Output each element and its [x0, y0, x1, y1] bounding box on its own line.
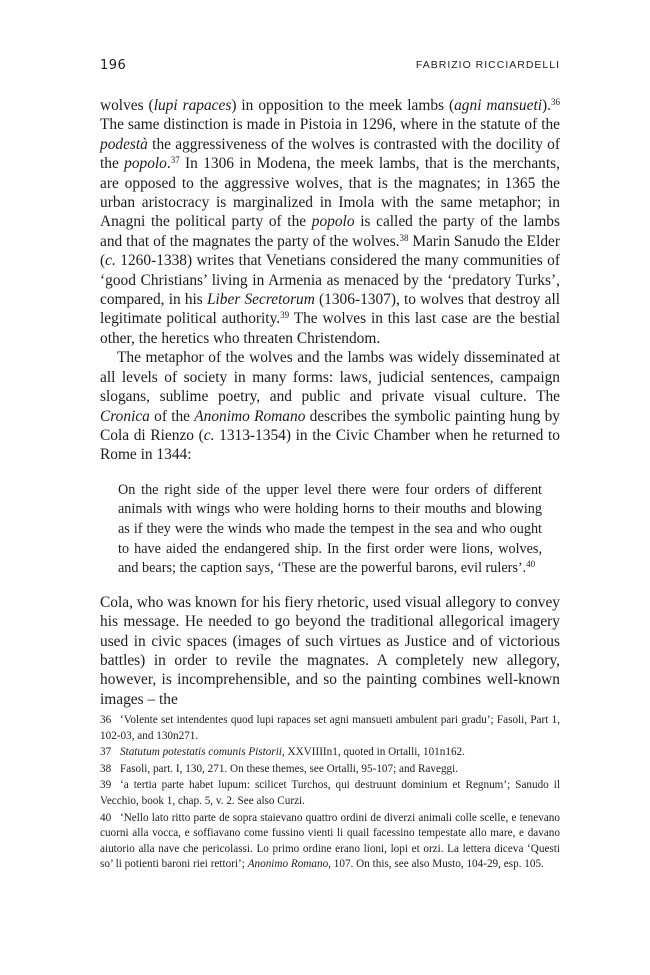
footnote-title: Statutum potestatis comunis Pistorii — [120, 746, 282, 759]
text: In 1306 in Modena, the meek lambs, that is the merchants, are opposed to the aggressive wolves, that is the magnates; in 1365 the urban aristocracy is marginalized in Imola with the same metaphor; in Anagni the political party of the — [100, 155, 560, 231]
page-header — [100, 58, 560, 78]
footnote-text: ‘Nello lato ritto parte de sopra staievano quattro ordini de diverzi animali colle scelle, e tenevano cuorni alla vocca, e soffiavano come fussino vienti li quail facessino tempestate allo mare, e davano aiutorio alla nave che pericolassi. Lo primo ordine erano lioni, lopi et orzi. La lettera diceva ‘Questi so’ li potienti baroni riei rettori’; — [100, 811, 560, 871]
text: describes the symbolic painting hung by Cola di Rienzo ( — [100, 407, 560, 444]
text: of the — [149, 407, 195, 425]
paragraph-3: Cola, who was known for his fiery rhetoric, used visual allegory to convey his message. He needed to go beyond the traditional allegorical imagery used in civic spaces (images of such virtues as Justice and of victorious battles) in order to revile the magnates. A completely new allegory, however, is incomprehensible, and so the painting combines well-known images – the — [100, 593, 560, 708]
italic-term: c. — [105, 252, 116, 270]
text: (1306-1307), to wolves that destroy all legitimate political authority. — [100, 291, 561, 328]
text: wolves ( — [100, 97, 154, 114]
text: Marin Sanudo the Elder ( — [100, 232, 560, 270]
note-ref-40[interactable]: 40 — [526, 559, 536, 570]
text: ) in opposition to the meek lambs ( — [231, 97, 455, 114]
italic-term: lupi rapaces — [153, 97, 232, 114]
main-text — [100, 96, 560, 709]
italic-term: Liber Secretorum — [206, 291, 315, 309]
footnote-number: 37 — [100, 746, 112, 759]
text: The metaphor of the wolves and the lambs was widely disseminated at all levels of society in many forms: laws, judicial sentences, campaign slogans, sublime poetry, and public and private visual culture. The — [100, 349, 560, 406]
note-ref-37[interactable]: 37 — [170, 155, 180, 166]
text: the aggressiveness of the wolves is contrasted with the docility of the — [100, 135, 560, 173]
note-ref-39[interactable]: 39 — [280, 310, 290, 321]
text: The same distinction is made in Pistoia in 1296, where in the statute of the — [100, 116, 560, 134]
text: ). — [542, 97, 551, 114]
footnote-number: 38 — [100, 762, 112, 775]
text: . — [166, 155, 171, 173]
footnote-36 — [100, 713, 560, 744]
italic-term: Anonimo Romano — [194, 407, 306, 425]
footnote-number: 36 — [100, 714, 112, 726]
page-number: 196 — [100, 58, 127, 73]
footnote-number: 39 — [100, 779, 112, 792]
note-ref-38[interactable]: 38 — [399, 232, 409, 243]
italic-term: Cronica — [100, 407, 150, 425]
footnote-text: ‘a tertia parte habet lupum: scilicet Turchos, qui destruunt dominium et Regnum’; Sanudo il Vecchio, book 1, chap. 5, v. 2. See also Curzi. — [100, 779, 560, 807]
footnote-37 — [100, 745, 560, 761]
footnote-text: Fasoli, part. I, 130, 271. On these themes, see Ortalli, 95-107; and Raveggi. — [120, 762, 459, 775]
footnote-number: 40 — [100, 811, 112, 824]
italic-term: popolo — [124, 155, 167, 173]
italic-term: c. — [203, 426, 215, 444]
footnote-text: , XXVIIIIn1, quoted in Ortalli, 101n162. — [281, 746, 465, 759]
text: 1260-1338) writes that Venetians considered the many communities of ‘good Christians’ living in Armenia as menaced by the ‘predatory Turks’, compared, in his — [100, 252, 560, 309]
footnote-text: ‘Volente set intendentes quod lupi rapaces set agni mansueti ambulent pari gradu’; Fasoli, Part 1, 102-03, and 130n271. — [100, 714, 560, 742]
footnotes — [100, 713, 560, 874]
text: is called the party of the lambs and that of the magnates the party of the wolves. — [100, 213, 560, 250]
footnote-text: , 107. On this, see also Musto, 104-29, esp. 105. — [328, 858, 544, 871]
italic-term: agni mansueti — [454, 97, 543, 114]
footnote-title: Anonimo Romano — [247, 858, 329, 871]
italic-term: popolo — [311, 213, 355, 231]
block-quote — [118, 481, 542, 579]
footnote-39 — [100, 778, 560, 809]
running-head: FABRIZIO RICCIARDELLI — [415, 59, 560, 71]
paragraph-2 — [100, 348, 560, 464]
text: The wolves in this last case are the bestial other, the heretics who threaten Christendom. — [100, 310, 560, 347]
text: 1313-1354) in the Civic Chamber when he returned to Rome in 1344: — [100, 426, 560, 464]
footnote-38 — [100, 762, 560, 778]
italic-term: podestà — [100, 135, 148, 153]
note-ref-36[interactable]: 36 — [551, 97, 560, 107]
quote-text: On the right side of the upper level there were four orders of different animals with wings who were holding horns to their mouths and blowing as if they were the winds who made the tempest in the sea and who ought to have aided the endangered ship. In the first order were lions, wolves, and bears; the caption says, ‘These are the powerful barons, evil rulers’. — [118, 481, 542, 577]
paragraph-1 — [100, 96, 560, 348]
footnote-40 — [100, 811, 560, 873]
